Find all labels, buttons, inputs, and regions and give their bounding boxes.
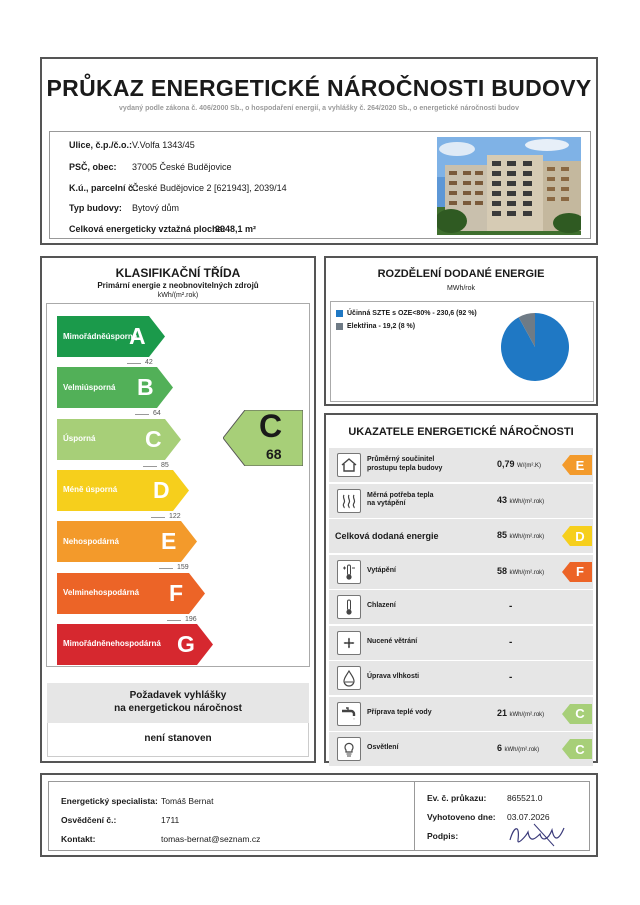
class-label-c [63, 419, 95, 460]
indicator-label-line1: Nucené větrání [367, 637, 418, 645]
date-label: Vyhotoveno dne: [427, 812, 496, 822]
indicator-row [329, 626, 593, 660]
bulb-icon [337, 737, 361, 761]
page-subtitle: vydaný podle zákona č. 406/2000 Sb., o hospodaření energií, a vyhlášky č. 264/2020 Sb., o energetické náročnosti budov [119, 105, 519, 112]
legend-label-szte: Účinná SZTE s OZE<80% - 230,6 (92 %) [347, 310, 477, 317]
result-value: 68 [266, 446, 282, 462]
city-label: PSČ, obec: [69, 162, 117, 172]
indicator-value: - [509, 672, 513, 683]
result-letter: C [259, 408, 283, 444]
cooling-thermometer-icon [337, 595, 361, 619]
indicator-class-arrow [562, 562, 592, 582]
distribution-chart [330, 301, 594, 402]
legend-swatch-electricity [336, 323, 343, 330]
specialist-label: Energetický specialista: [61, 796, 158, 806]
indicator-unit: kWh/(m².rok) [509, 569, 545, 576]
class-arrow-f [57, 573, 205, 614]
requirement-title-line2: na energetickou náročnost [114, 703, 242, 714]
class-label-d [63, 470, 117, 511]
requirement-body [47, 723, 309, 757]
indicator-label-line1: Osvětlení [367, 744, 399, 751]
class-letter-g: G [177, 630, 195, 657]
thermometer-icon [337, 560, 361, 584]
indicator-class-letter: E [575, 457, 585, 473]
indicator-row [329, 555, 593, 589]
building-type-value: Bytový dům [132, 203, 180, 213]
specialist-value: Tomáš Bernat [161, 796, 214, 806]
class-label-line1: Nehospodárná [63, 536, 120, 546]
threshold-tick [151, 517, 165, 518]
fan-icon [337, 631, 361, 655]
indicator-label [367, 456, 442, 474]
class-label-line2: nehospodárná [105, 639, 161, 649]
indicator-label [367, 744, 399, 753]
class-label-line2: úsporná [83, 382, 116, 392]
indicator-unit: W/(m².K) [517, 463, 542, 469]
street-label: Ulice, č.p./č.o.: [69, 140, 133, 150]
city-value: 37005 České Budějovice [132, 162, 232, 172]
indicator-number: 21 [497, 707, 510, 718]
class-label-line1: Méně úsporná [63, 485, 118, 495]
threshold-value: 85 [161, 461, 169, 469]
indicator-label [335, 531, 439, 542]
indicator-label-line1: Měrná potřeba tepla [367, 491, 434, 499]
contact-value: tomas-bernat@seznam.cz [161, 834, 261, 844]
classification-unit: kWh/(m².rok) [157, 292, 199, 299]
classification-subtitle: Primární energie z neobnovitelných zdrojů [97, 281, 259, 290]
indicator-label-line1: Příprava teplé vody [367, 708, 432, 716]
class-letter-d: D [153, 476, 170, 503]
legend-label-electricity: Elektřina - 19,2 (8 %) [347, 323, 416, 330]
indicator-label [367, 602, 396, 611]
class-label-line2: úsporná [105, 331, 138, 341]
distribution-panel [324, 256, 598, 406]
footer-inner [48, 781, 590, 851]
indicator-number: 0,79 [497, 459, 518, 469]
indicator-class-arrow [562, 455, 592, 475]
indicator-label-line1: Průměrný součinitel [367, 456, 435, 463]
class-label-e [63, 521, 119, 562]
class-label-line1: Velmi [63, 382, 84, 392]
class-arrow-d [57, 470, 189, 511]
class-arrow-b [57, 367, 173, 408]
indicator-value [497, 495, 544, 505]
indicator-class-letter: C [575, 706, 585, 721]
legend-swatch-szte [336, 310, 343, 317]
indicator-class-arrow [562, 526, 592, 546]
class-label-f [63, 573, 139, 614]
humidity-icon [337, 666, 361, 690]
threshold-tick [143, 466, 157, 467]
class-letter-f: F [169, 579, 184, 606]
legend-item-electricity [336, 323, 415, 330]
area-value: 2948,1 m² [215, 224, 257, 234]
record-value: 865521.0 [507, 793, 543, 803]
indicator-label-line2: prostupu tepla budovy [367, 464, 443, 472]
indicator-class-arrow [562, 739, 592, 759]
class-arrow-g [57, 624, 213, 665]
cadastre-value: České Budějovice 2 [621943], 2039/14 [132, 183, 287, 193]
requirement-header [47, 683, 309, 723]
indicator-row [329, 484, 593, 518]
signature-label: Podpis: [427, 831, 459, 841]
class-label-line1: Velmi [63, 588, 84, 597]
building-type-label: Typ budovy: [69, 203, 122, 213]
footer-panel [40, 773, 598, 857]
threshold-value: 64 [153, 410, 161, 418]
class-label-a [63, 316, 137, 357]
indicator-class-arrow [562, 704, 592, 724]
indicator-unit: kWh/(m².rok) [509, 498, 545, 505]
header-panel [40, 57, 598, 245]
class-label-line1: Úsporná [63, 434, 96, 444]
indicator-number: 58 [497, 565, 510, 576]
indicator-label [367, 638, 417, 647]
legend-item-szte [336, 310, 477, 317]
indicator-unit: kWh/(m².rok) [504, 747, 540, 753]
indicator-class-letter: D [575, 528, 585, 544]
indicator-label [367, 492, 434, 510]
class-letter-b: B [137, 374, 154, 401]
record-label: Ev. č. průkazu: [427, 793, 487, 803]
indicator-number: 6 [497, 743, 505, 753]
street-value: V.Volfa 1343/45 [132, 140, 195, 150]
building-photo [437, 137, 581, 235]
class-label-b [63, 367, 115, 408]
class-letter-a: A [129, 323, 146, 349]
classification-title: KLASIFIKAČNÍ TŘÍDA [115, 266, 241, 280]
class-label-line2: nehospodárná [83, 588, 140, 597]
indicator-value [497, 743, 539, 753]
indicator-number: 43 [497, 494, 510, 505]
indicator-row [329, 590, 593, 624]
indicator-value [497, 530, 544, 540]
page-title: PRŮKAZ ENERGETICKÉ NÁROČNOSTI BUDOVY [46, 75, 592, 101]
indicator-row [329, 519, 593, 553]
indicator-row [329, 732, 593, 766]
requirement-value: není stanoven [144, 733, 212, 744]
indicator-unit: kWh/(m².rok) [509, 711, 545, 718]
area-label: Celková energeticky vztažná plocha: [69, 224, 226, 234]
threshold-value: 159 [177, 564, 189, 572]
footer-divider [414, 782, 415, 850]
cadastre-label: K.ú., parcelní č.: [69, 183, 139, 193]
indicator-number: 85 [497, 530, 510, 540]
threshold-tick [127, 363, 141, 364]
contact-label: Kontakt: [61, 834, 96, 844]
indicator-row [329, 448, 593, 482]
class-label-line1: Mimořádně [63, 331, 106, 341]
indicator-value: - [509, 636, 513, 648]
threshold-tick [135, 414, 149, 415]
indicator-label-line1: Úprava vlhkosti [367, 673, 420, 680]
cert-label: Osvědčení č.: [61, 815, 117, 825]
heat-waves-icon [337, 489, 361, 513]
pie-chart [499, 311, 571, 383]
threshold-tick [167, 620, 181, 621]
indicator-unit: kWh/(m².rok) [509, 534, 545, 540]
indicator-label [367, 709, 432, 718]
distribution-title: ROZDĚLENÍ DODANÉ ENERGIE [377, 268, 545, 280]
class-label-line1: Mimořádně [63, 639, 106, 649]
requirement-title-line1: Požadavek vyhlášky [129, 690, 227, 701]
threshold-value: 196 [185, 615, 197, 623]
classification-panel [40, 256, 316, 763]
indicator-value: - [509, 601, 513, 612]
distribution-unit: MWh/rok [447, 285, 475, 292]
faucet-icon [337, 702, 361, 726]
indicator-class-letter: F [576, 564, 584, 579]
indicator-value [497, 459, 541, 469]
indicator-value [497, 566, 544, 576]
indicator-class-letter: C [575, 741, 585, 757]
building-info [49, 131, 591, 239]
indicators-title: UKAZATELE ENERGETICKÉ NÁROČNOSTI [348, 426, 574, 438]
indicator-label [367, 567, 396, 576]
indicator-label-line2: na vytápění [367, 500, 406, 508]
house-icon [337, 453, 361, 477]
class-arrow-c [57, 419, 181, 460]
threshold-value: 42 [145, 359, 153, 366]
indicator-row [329, 661, 593, 695]
class-letter-e: E [161, 528, 177, 555]
classification-scale [46, 303, 310, 667]
signature [504, 818, 576, 850]
class-arrow-e [57, 521, 197, 562]
indicator-label-line1: Vytápění [367, 566, 396, 574]
cert-value: 1711 [161, 815, 180, 825]
threshold-tick [159, 568, 173, 569]
indicator-label [367, 673, 419, 682]
class-arrow-a [57, 316, 165, 357]
threshold-value: 122 [169, 512, 181, 520]
indicator-label-line1: Chlazení [367, 602, 396, 609]
date-value: 03.07.2026 [507, 812, 550, 822]
indicator-row [329, 697, 593, 731]
class-label-g [63, 624, 161, 665]
indicator-value [497, 708, 544, 718]
indicator-label-line1: Celková dodaná energie [335, 531, 439, 541]
indicators-panel [324, 413, 598, 763]
class-letter-c: C [145, 425, 162, 452]
